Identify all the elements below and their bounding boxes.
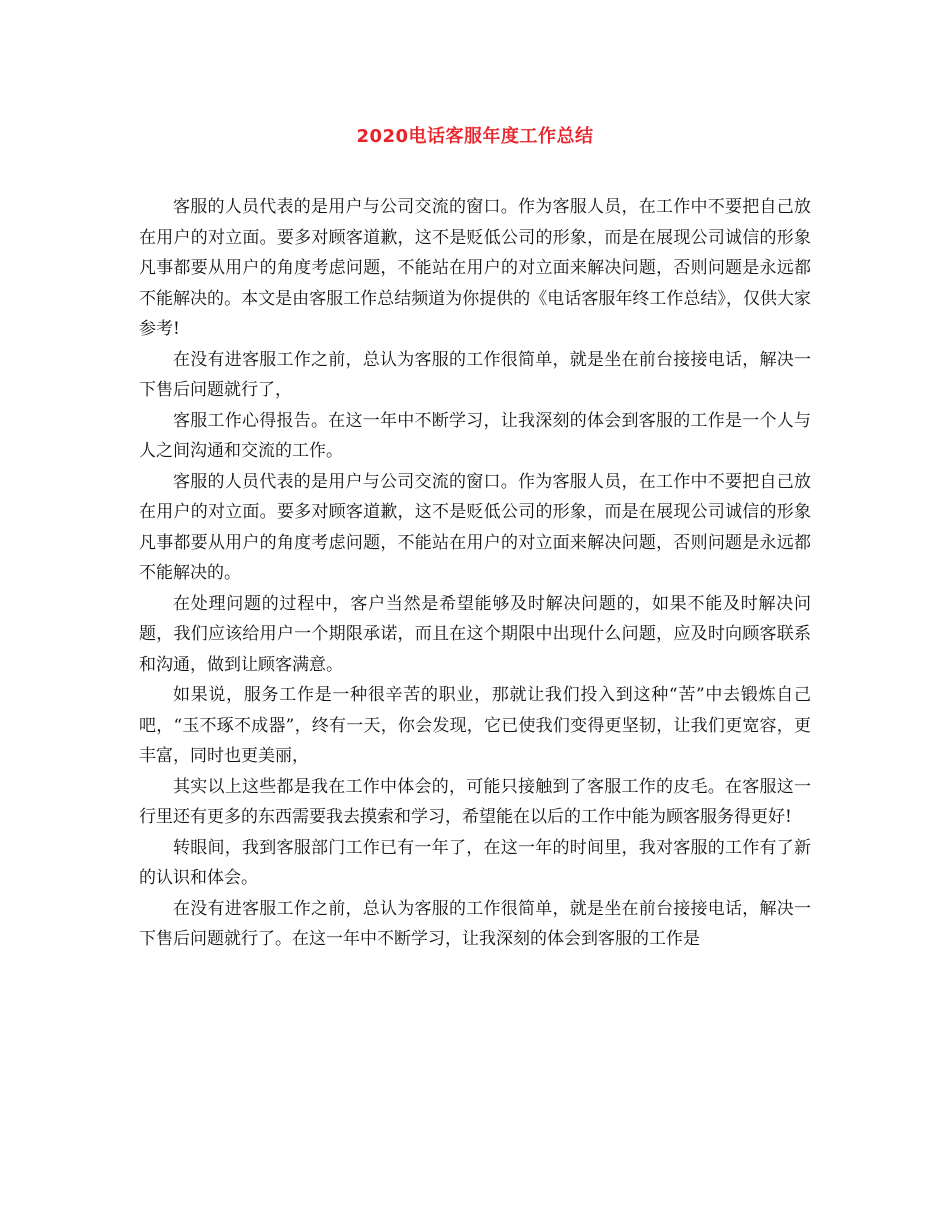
document-body [139,192,811,955]
paragraph-7: 其实以上这些都是我在工作中体会的，可能只接触到了客服工作的皮毛。在客服这一行里还有更多的东西需要我去摸索和学习，希望能在以后的工作中能为顾客服务得更好! [139,776,811,827]
document-title: 2020电话客服年度工作总结 [356,126,594,147]
paragraph-8: 转眼间，我到客服部门工作已有一年了，在这一年的时间里，我对客服的工作有了新的认识和体会。 [139,837,811,888]
paragraph-3: 客服工作心得报告。在这一年中不断学习，让我深刻的体会到客服的工作是一个人与人之间沟通和交流的工作。 [139,410,811,461]
paragraph-9: 在没有进客服工作之前，总认为客服的工作很简单，就是坐在前台接接电话，解决一下售后问题就行了。在这一年中不断学习，让我深刻的体会到客服的工作是 [139,898,811,949]
paragraph-6: 如果说，服务工作是一种很辛苦的职业，那就让我们投入到这种“苦”中去锻炼自己吧，“玉不琢不成器”，终有一天，你会发现，它已使我们变得更坚韧，让我们更宽容，更丰富，同时也更美丽， [139,685,811,766]
paragraph-1: 客服的人员代表的是用户与公司交流的窗口。作为客服人员，在工作中不要把自己放在用户的对立面。要多对顾客道歉，这不是贬低公司的形象，而是在展现公司诚信的形象凡事都要从用户的角度考虑问题，不能站在用户的对立面来解决问题，否则问题是永远都不能解决的。本文是由客服工作总结频道为你提供的《电话客服年终工作总结》，仅供大家参考! [139,197,811,339]
paragraph-4: 客服的人员代表的是用户与公司交流的窗口。作为客服人员，在工作中不要把自己放在用户的对立面。要多对顾客道歉，这不是贬低公司的形象，而是在展现公司诚信的形象凡事都要从用户的角度考虑问题，不能站在用户的对立面来解决问题，否则问题是永远都不能解决的。 [139,471,811,583]
paragraph-2: 在没有进客服工作之前，总认为客服的工作很简单，就是坐在前台接接电话，解决一下售后问题就行了， [139,349,811,400]
paragraph-5: 在处理问题的过程中，客户当然是希望能够及时解决问题的，如果不能及时解决问题，我们应该给用户一个期限承诺，而且在这个期限中出现什么问题，应及时向顾客联系和沟通，做到让顾客满意。 [139,593,811,675]
